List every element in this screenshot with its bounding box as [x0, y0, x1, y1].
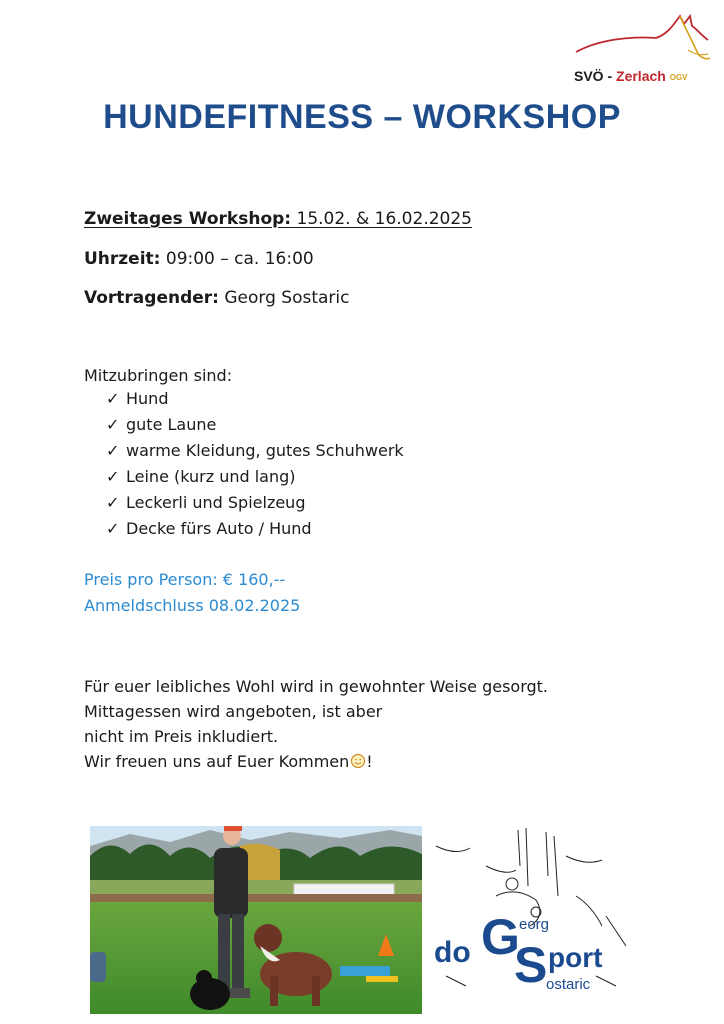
brand-port: port: [548, 942, 603, 973]
time-label: Uhrzeit:: [84, 249, 161, 269]
checkmark-icon: ✓: [106, 467, 120, 486]
dogsport-brand: [426, 826, 636, 1014]
dog-outline-icon: [568, 10, 714, 66]
info-line-3: nicht im Preis inkludiert.: [84, 727, 279, 746]
list-item-label: warme Kleidung, gutes Schuhwerk: [126, 441, 404, 460]
list-item-label: Hund: [126, 389, 169, 408]
checkmark-icon: ✓: [106, 389, 120, 408]
list-item: [106, 388, 404, 414]
dates-label: Zweitages Workshop:: [84, 209, 292, 229]
info-line-4: [84, 752, 373, 771]
logo-text-ogv: OGV: [669, 73, 688, 82]
checkmark-icon: ✓: [106, 441, 120, 460]
list-item-label: Leine (kurz und lang): [126, 467, 296, 486]
brand-S: S: [514, 937, 548, 993]
list-item: [106, 518, 404, 544]
info-line-1: Für euer leibliches Wohl wird in gewohnter Weise gesorgt.: [84, 677, 549, 696]
logo-text: [574, 68, 688, 84]
price-text: Preis pro Person: € 160,--: [84, 570, 286, 589]
logo-text-zerlach: Zerlach: [616, 68, 666, 84]
checkmark-icon: ✓: [106, 519, 120, 538]
info-line-4-text: Wir freuen uns auf Euer Kommen: [84, 752, 350, 771]
bring-list: [106, 388, 404, 544]
workshop-dates: [84, 208, 472, 230]
workshop-speaker: [84, 287, 349, 309]
brand-ostaric: ostaric: [546, 976, 591, 993]
speaker-value: Georg Sostaric: [218, 288, 350, 308]
workshop-time: [84, 248, 314, 270]
logo-text-svo: SVÖ -: [574, 68, 617, 84]
speaker-label: Vortragender:: [84, 288, 219, 308]
checkmark-icon: ✓: [106, 415, 120, 434]
info-line-2: Mittagessen wird angeboten, ist aber: [84, 702, 383, 721]
training-photo: [90, 826, 422, 1014]
club-logo: [568, 10, 714, 82]
list-item: [106, 414, 404, 440]
info-line-4-end: !: [366, 752, 373, 771]
list-item: [106, 466, 404, 492]
brand-do: do: [434, 936, 471, 969]
time-value: 09:00 – ca. 16:00: [160, 249, 314, 269]
brand-eorg: eorg: [519, 916, 550, 933]
dates-value: 15.02. & 16.02.2025: [291, 209, 472, 229]
list-item: [106, 440, 404, 466]
checkmark-icon: ✓: [106, 493, 120, 512]
registration-deadline: Anmeldschluss 08.02.2025: [84, 596, 301, 615]
list-item: [106, 492, 404, 518]
bring-heading: Mitzubringen sind:: [84, 366, 233, 385]
page-title: HUNDEFITNESS – WORKSHOP: [103, 98, 621, 136]
list-item-label: Decke fürs Auto / Hund: [126, 519, 312, 538]
list-item-label: Leckerli und Spielzeug: [126, 493, 306, 512]
list-item-label: gute Laune: [126, 415, 217, 434]
brand-G: G: [481, 909, 520, 965]
smiley-icon: [350, 753, 366, 769]
